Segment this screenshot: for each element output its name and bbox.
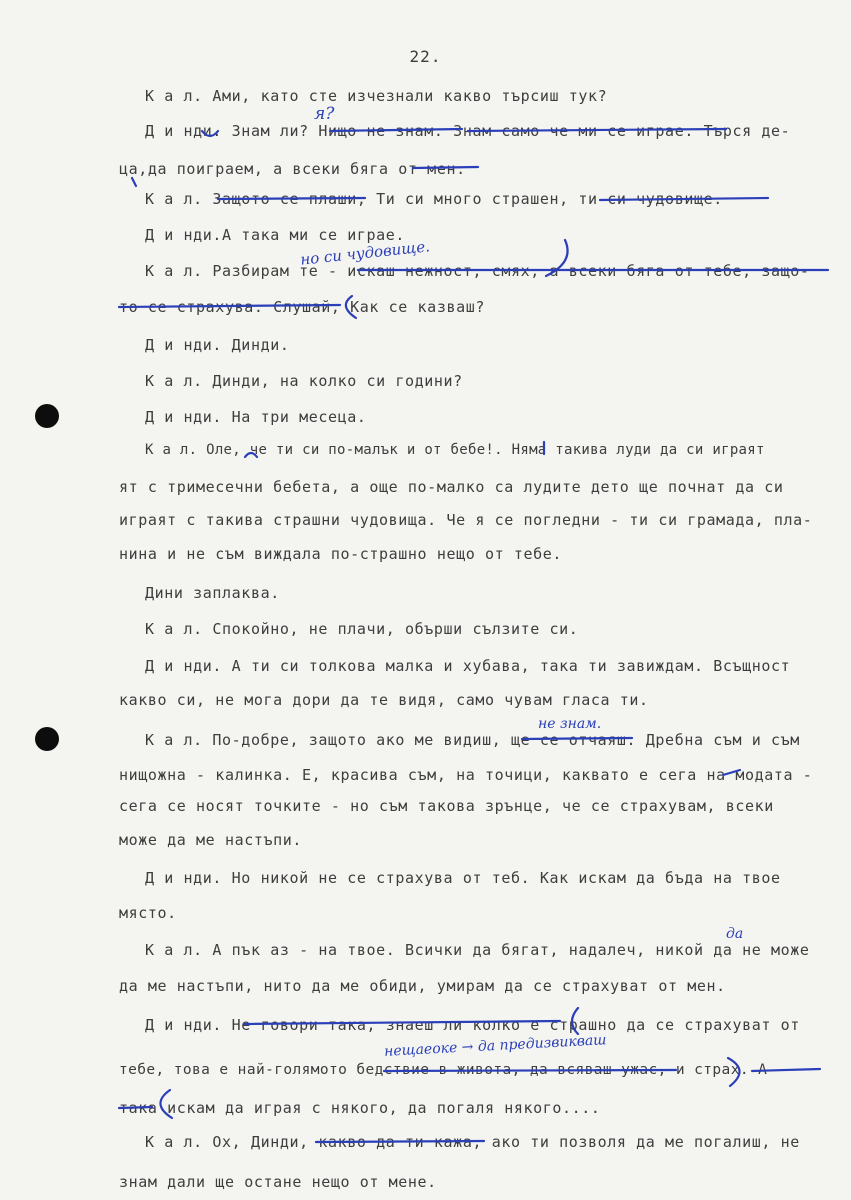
text-line: какво си, не мога дори да те видя, само чувам гласа ти. [119,691,649,709]
text-line: К а л. По-добре, защото ако ме видиш, ще се отчаяш. Дребна съм и съм [145,731,800,749]
handwritten-annotation: нещаеоке → да предизвикваш [383,1032,607,1060]
text-line: място. [119,904,177,922]
text-line: може да ме настъпи. [119,831,302,849]
text-line: Д и нди. Динди. [145,336,290,354]
text-line: знам дали ще остане нещо от мене. [119,1173,437,1191]
text-line: К а л. Ох, Динди, какво да ти кажа, ако ти позволя да ме погалиш, не [145,1133,800,1151]
handwritten-annotation: да [726,926,744,942]
page-number: 22. [409,47,442,66]
text-line: К а л. Оле, че ти си по-малък и от бебе!. Няма такива луди да си играят [145,442,765,458]
text-line: К а л. Разбирам те - искаш нежност, смях, а всеки бяга от тебе, защо- [145,262,810,280]
text-line: ят с тримесечни бебета, а още по-малко са лудите дето ще почнат да си [119,478,784,496]
text-line: Д и нди. Но никой не се страхува от теб. Как искам да бъда на твое [145,869,781,887]
text-line: сега се носят точките - но съм такова зрънце, че се страхувам, всеки [119,797,774,815]
text-line: Д и нди. Знам ли? Нищо не знам. Знам само че ми се играе. Търся де- [145,122,791,140]
text-line: Д и нди. А ти си толкова малка и хубава, така ти завиждам. Всъщност [145,657,791,675]
text-line: Д и нди. На три месеца. [145,408,367,426]
text-line: К а л. Спокойно, не плачи, обърши сълзите си. [145,620,579,638]
text-line: К а л. Ами, като сте изчезнали какво търсиш тук? [145,87,608,105]
handwritten-annotation: но си чудовище. [299,237,431,269]
text-line: ца,да поиграем, а всеки бяга от мен. [119,160,466,178]
text-line: нищожна - калинка. Е, красива съм, на точици, каквато е сега на модата - [119,766,813,784]
text-line: К а л. А пък аз - на твое. Всички да бягат, надалеч, никой да не може [145,941,810,959]
text-line: К а л. Динди, на колко си години? [145,372,463,390]
text-line: то се страхува. Слушай, Как се казваш? [119,298,485,316]
text-line: К а л. Защото се плаши, Ти си много страшен, ти си чудовище. [145,190,723,208]
handwritten-annotation: не знам. [538,716,602,732]
text-line: да ме настъпи, нито да ме обиди, умирам да се страхуват от мен. [119,977,726,995]
text-line: играят с такива страшни чудовища. Че я се погледни - ти си грамада, пла- [119,511,813,529]
handwritten-annotation: я? [314,104,335,124]
stage-direction: Дини заплаква. [145,584,280,602]
text-line: Д и нди.А така ми се играе. [145,226,406,244]
text-line: нина и не съм виждала по-страшно нещо от тебе. [119,545,563,563]
text-line: тебе, това е най-голямото бедствие в живота, да всяваш ужас, и страх. А [119,1062,768,1078]
text-line: Д и нди. Не говори така, знаеш ли колко е страшно да се страхуват от [145,1016,800,1034]
text-line: така искам да играя с някого, да погаля някого.... [119,1099,601,1117]
